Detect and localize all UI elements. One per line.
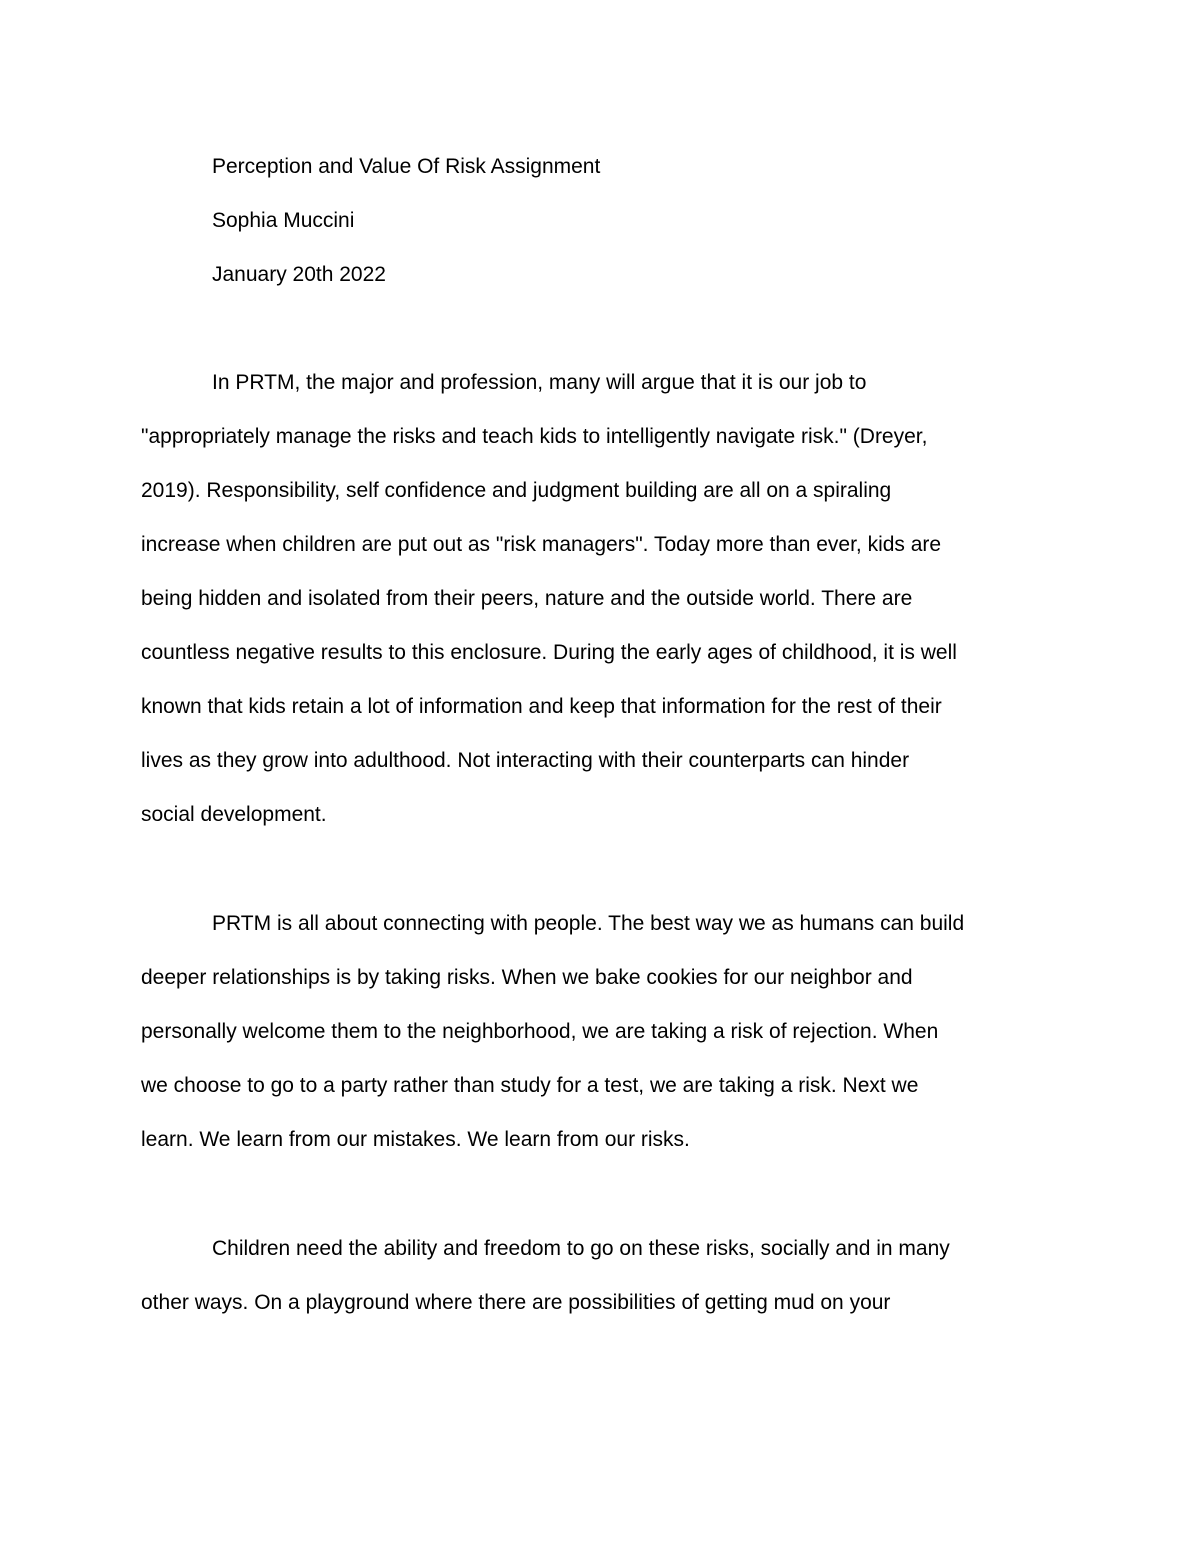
document-date: January 20th 2022 — [212, 263, 386, 286]
document-title: Perception and Value Of Risk Assignment — [212, 155, 601, 178]
paragraph-line: lives as they grow into adulthood. Not interacting with their counterparts can hinder — [141, 749, 910, 772]
paragraph-line: known that kids retain a lot of information and keep that information for the rest of their — [141, 695, 942, 718]
paragraph-line: other ways. On a playground where there are possibilities of getting mud on your — [141, 1291, 891, 1314]
paragraph-line: "appropriately manage the risks and teach kids to intelligently navigate risk." (Dreyer, — [141, 425, 928, 448]
paragraph-1 — [141, 356, 1071, 842]
author-name: Sophia Muccini — [212, 209, 355, 232]
paragraph-line: deeper relationships is by taking risks. When we bake cookies for our neighbor and — [141, 966, 913, 989]
paragraph-2 — [141, 897, 1071, 1167]
paragraph-line: we choose to go to a party rather than study for a test, we are taking a risk. Next we — [141, 1074, 919, 1097]
paragraph-line: social development. — [141, 803, 327, 826]
paragraph-line: being hidden and isolated from their peers, nature and the outside world. There are — [141, 587, 913, 610]
paragraph-line: Children need the ability and freedom to go on these risks, socially and in many — [212, 1237, 950, 1260]
paragraph-line: personally welcome them to the neighborhood, we are taking a risk of rejection. When — [141, 1020, 939, 1043]
paragraph-line: PRTM is all about connecting with people. The best way we as humans can build — [212, 912, 965, 935]
paragraph-line: learn. We learn from our mistakes. We learn from our risks. — [141, 1128, 690, 1151]
paragraph-line: increase when children are put out as "risk managers". Today more than ever, kids are — [141, 533, 942, 556]
document-header — [212, 140, 1112, 302]
paragraph-line: In PRTM, the major and profession, many will argue that it is our job to — [212, 371, 867, 394]
paragraph-line: countless negative results to this enclosure. During the early ages of childhood, it is well — [141, 641, 957, 664]
paragraph-3 — [141, 1222, 1071, 1330]
paragraph-line: 2019). Responsibility, self confidence and judgment building are all on a spiraling — [141, 479, 892, 502]
